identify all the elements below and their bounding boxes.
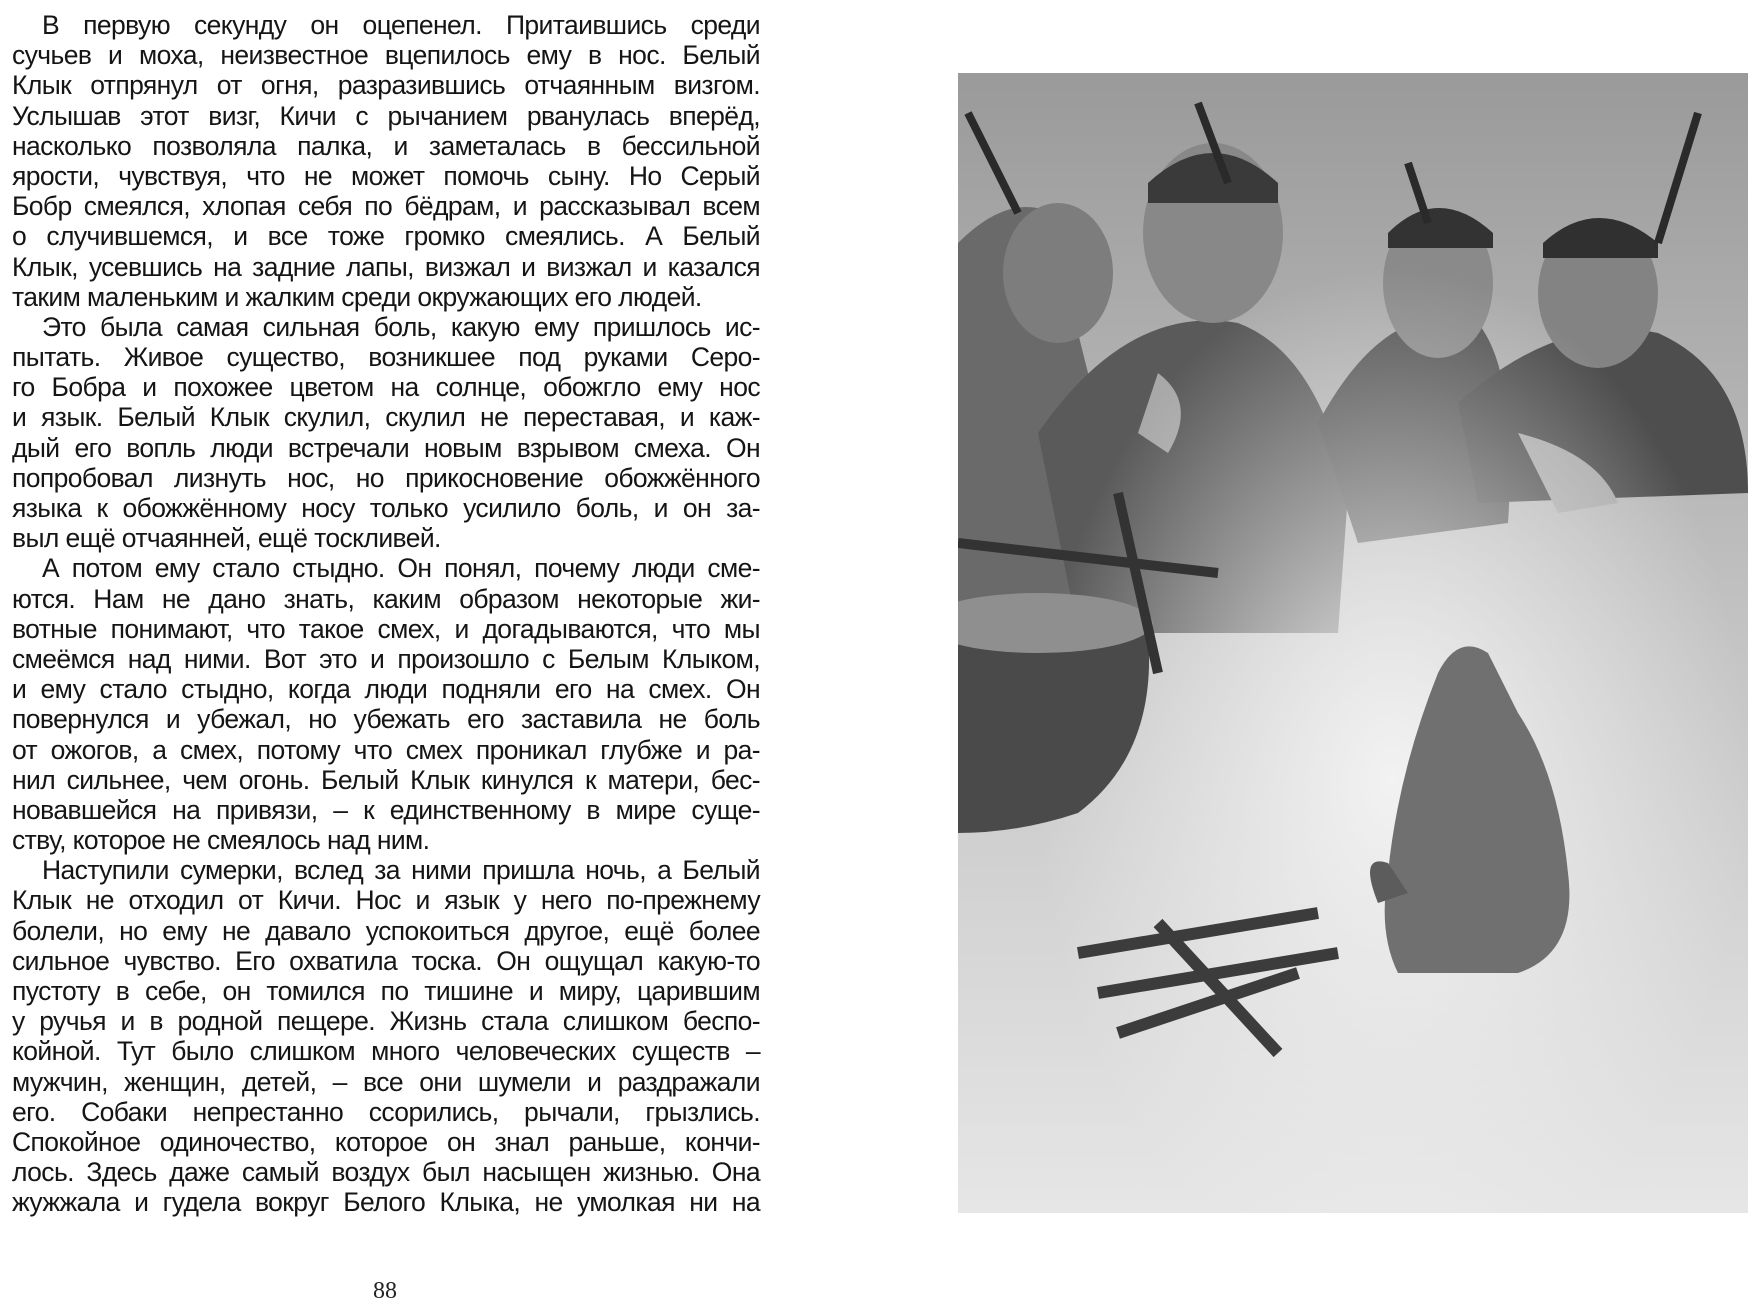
text-line: мужчин, женщин, детей, – все они шумели и раздражали — [12, 1066, 760, 1097]
text-line: о случившемся, и все тоже громко смеялись. А Белый — [12, 221, 760, 252]
text-line: от ожогов, а смех, потому что смех проникал глубже и ра- — [12, 734, 760, 765]
text-line: А потом ему стало стыдно. Он понял, почему люди сме- — [42, 553, 760, 584]
text-line: Наступили сумерки, вслед за ними пришла ночь, а Белый — [42, 855, 760, 886]
text-line: лось. Здесь даже самый воздух был насыщен жизнью. Она — [12, 1157, 760, 1188]
text-line: го Бобра и похожее цветом на солнце, обожгло ему нос — [12, 372, 760, 403]
text-line: выл ещё отчаянней, ещё тоскливей. — [12, 523, 441, 554]
text-line: насколько позволяла палка, и заметалась в бессильной — [12, 130, 760, 161]
text-line: болели, но ему не давало успокоиться другое, ещё более — [12, 915, 760, 946]
text-line: дый его вопль люди встречали новым взрывом смеха. Он — [12, 432, 760, 463]
text-line: смеёмся над ними. Вот это и произошло с Белым Клыком, — [12, 643, 760, 674]
text-line: ярости, чувствуя, что не может помочь сыну. Но Серый — [12, 160, 760, 191]
page-number: 88 — [373, 1278, 397, 1304]
text-line: вотные понимают, что такое смех, и догадываются, что мы — [12, 613, 760, 644]
text-line: Услышав этот визг, Кичи с рычанием рванулась вперёд, — [12, 100, 760, 131]
text-line: Клык отпрянул от огня, разразившись отчаянным визгом. — [12, 70, 760, 101]
text-line: сучьев и моха, неизвестное вцепилось ему в нос. Белый — [12, 40, 760, 71]
text-line: Клык не отходил от Кичи. Нос и язык у него по-прежнему — [12, 885, 760, 916]
text-line: жужжала и гудела вокруг Белого Клыка, не умолкая ни на — [12, 1187, 760, 1218]
illustration-laughing-men-and-wolf-cub — [958, 73, 1748, 1213]
text-line: нил сильнее, чем огонь. Белый Клык кинулся к матери, бес- — [12, 764, 760, 795]
text-line: Клык, усевшись на задние лапы, визжал и визжал и казался — [12, 251, 760, 282]
text-line: его. Собаки непрестанно ссорились, рычали, грызлись. — [12, 1096, 760, 1127]
text-line: В первую секунду он оцепенел. Притаившись среди — [42, 10, 760, 40]
text-line: Это была самая сильная боль, какую ему пришлось ис- — [42, 311, 760, 342]
text-line: и язык. Белый Клык скулил, скулил не переставая, и каж- — [12, 402, 760, 433]
text-line: пустоту в себе, он томился по тишине и миру, царившим — [12, 976, 760, 1006]
text-line: ству, которое не смеялось над ним. — [12, 825, 430, 856]
text-line: языка к обожжённому носу только усилило боль, и он за- — [12, 493, 760, 523]
text-line: новавшейся на привязи, – к единственному в мире суще- — [12, 794, 760, 825]
text-line: сильное чувство. Его охватила тоска. Он ощущал какую-то — [12, 945, 760, 976]
text-line: и ему стало стыдно, когда люди подняли его на смех. Он — [12, 674, 760, 705]
text-line: пытать. Живое существо, возникшее под руками Серо- — [12, 342, 760, 373]
text-line: попробовал лизнуть нос, но прикосновение обожжённого — [12, 462, 760, 493]
text-line: у ручья и в родной пещере. Жизнь стала слишком беспо- — [12, 1006, 760, 1037]
text-line: повернулся и убежал, но убежать его заставила не боль — [12, 704, 760, 735]
text-line: Бобр смеялся, хлопая себя по бёдрам, и рассказывал всем — [12, 191, 760, 222]
text-line: Спокойное одиночество, которое он знал раньше, кончи- — [12, 1126, 760, 1157]
text-line: таким маленьким и жалким среди окружающих его людей. — [12, 281, 702, 312]
text-line: койной. Тут было слишком много человеческих существ – — [12, 1036, 760, 1067]
body-text — [12, 10, 760, 1218]
text-line: ются. Нам не дано знать, каким образом некоторые жи- — [12, 583, 760, 614]
